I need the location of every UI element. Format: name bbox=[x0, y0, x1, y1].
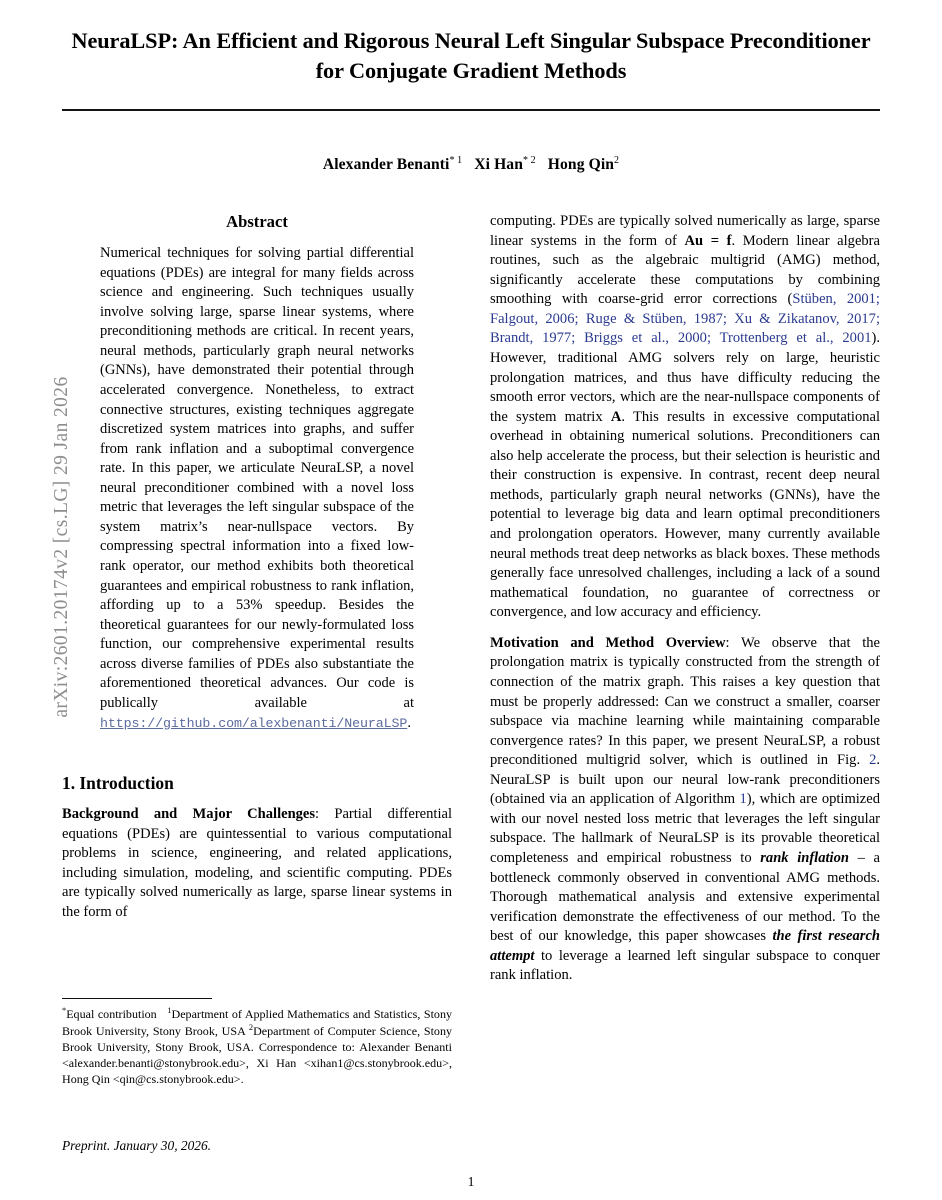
footnote-mark-star: * bbox=[62, 1006, 67, 1015]
two-column-body bbox=[62, 212, 880, 1142]
author-entry bbox=[474, 156, 536, 173]
section-heading-introduction: 1. Introduction bbox=[62, 773, 174, 794]
emphasis-first-research-attempt: the first research attempt bbox=[490, 928, 880, 964]
paragraph-lead-label: Motivation and Method Overview bbox=[490, 634, 726, 651]
abstract-text-tail: . bbox=[407, 714, 411, 731]
author-entry bbox=[323, 156, 462, 173]
paragraph-text: to leverage a learned left singular subspace to conquer rank inflation. bbox=[490, 947, 880, 984]
footnote-space bbox=[157, 1007, 168, 1021]
intro-paragraph-motivation bbox=[490, 634, 880, 986]
inline-symbol-matrix-a: A bbox=[610, 408, 622, 425]
paragraph-text: ), which are optimized with our novel nested loss metric that leverages the left singular subspace. The hallmark of NeuraLSP is its provable theoretical completeness and empirical robustness to bbox=[490, 791, 880, 866]
paper-page bbox=[62, 0, 880, 1200]
title-block bbox=[62, 0, 880, 111]
figure-reference-link[interactable]: 2 bbox=[869, 752, 877, 769]
citation-group[interactable]: Stüben, 2001; Falgout, 2006; Ruge & Stüben, 1987; Xu & Zikatanov, 2017; Brandt, 1977; Briggs et al., 2000; Trottenberg et al., 2001 bbox=[490, 291, 880, 347]
lead-separator: : bbox=[725, 634, 742, 651]
arxiv-identifier-stamp: arXiv:2601.20174v2 [cs.LG] 29 Jan 2026 bbox=[51, 376, 72, 718]
footnote-block bbox=[62, 998, 452, 1087]
paragraph-text: ). However, traditional AMG solvers rely on large, heuristic prolongation matrices, and thus have difficulty reducing the smooth error vectors, which are the near-nullspace components of the system matrix bbox=[490, 330, 880, 425]
author-affiliation-marks: * 1 bbox=[449, 155, 463, 167]
intro-paragraph-background-continued bbox=[490, 212, 880, 623]
author-entry bbox=[548, 156, 619, 173]
emphasis-rank-inflation: rank inflation bbox=[760, 850, 849, 866]
inline-equation-au-equals-f: Au = f bbox=[684, 232, 732, 249]
paragraph-text: . NeuraLSP is built upon our neural low-rank preconditioners (obtained via an application of Algorithm bbox=[490, 752, 880, 808]
author-name: Hong Qin bbox=[547, 156, 615, 174]
title-divider bbox=[62, 109, 880, 111]
author-name: Xi Han bbox=[474, 156, 523, 174]
footnote-affiliation-2: Department of Computer Science, Stony Brook University, Stony Brook, USA. Correspondence to: Alexander Benanti <alexander.benanti@stonybrook.edu>, Xi Han <xihan1@cs.stonybrook.edu>, Hong Qin <qin@cs.stonybrook.edu>. bbox=[62, 1024, 452, 1087]
paragraph-text: . Modern linear algebra routines, such as the algebraic multigrid (AMG) method, significantly accelerate these computations by combining smoothing with coarse-grid error corrections ( bbox=[490, 232, 880, 308]
author-affiliation-marks: * 2 bbox=[522, 155, 536, 167]
algorithm-reference-link[interactable]: 1 bbox=[739, 791, 747, 808]
page-title: NeuraLSP: An Efficient and Rigorous Neural Left Singular Subspace Preconditioner for Conjugate Gradient Methods bbox=[71, 28, 871, 83]
code-repository-link[interactable]: https://github.com/alexbenanti/NeuraLSP bbox=[100, 715, 408, 731]
paragraph-text: . This results in excessive computational overhead in obtaining numerical solutions. Preconditioners can also help accelerate the process, but their selection is heuristic and their construction is expensive. In contrast, recent deep neural methods, particularly graph neural networks (GNNs), have the potential to leverage big data and learn optimal preconditioners and prolongation operators. However, many currently available neural methods treat deep networks as black boxes. These methods generally face unresolved challenges, including a lack of a sound mathematical foundation, no guarantee of correctness or convergence, and low accuracy and efficiency. bbox=[490, 408, 880, 621]
footnote-text bbox=[62, 1005, 452, 1087]
author-name: Alexander Benanti bbox=[322, 156, 450, 174]
paragraph-text: We observe that the prolongation matrix is typically constructed from the strength of connection of the matrix graph. This raises a key question that must be properly addressed: Can we construct a smaller, coarser subspace via machine learning while maintaining comparable convergence rates? In this paper, we present NeuraLSP, a robust preconditioned multigrid solver, which is outlined in Fig. bbox=[490, 634, 880, 769]
author-list bbox=[62, 155, 880, 174]
page-number: 1 bbox=[467, 1174, 475, 1189]
abstract-body bbox=[100, 244, 414, 733]
footnote-mark-2: 2 bbox=[248, 1023, 254, 1033]
intro-paragraph-background bbox=[62, 805, 452, 922]
footnote-mark-1: 1 bbox=[167, 1006, 172, 1015]
lead-separator: : bbox=[315, 806, 335, 823]
footnote-affiliation-1: Department of Applied Mathematics and Statistics, Stony Brook University, Stony Brook, USA bbox=[62, 1007, 453, 1039]
paragraph-text-continued: computing. PDEs are typically solved numerically as large, sparse linear systems in the form of bbox=[490, 213, 880, 249]
footnote-divider bbox=[62, 998, 212, 999]
paragraph-lead-label: Background and Major Challenges bbox=[62, 806, 316, 823]
footnote-equal-contribution: Equal contribution bbox=[66, 1007, 157, 1022]
abstract-heading: Abstract bbox=[226, 212, 288, 231]
preprint-notice: Preprint. January 30, 2026. bbox=[62, 1138, 212, 1153]
abstract-text: Numerical techniques for solving partial differential equations (PDEs) are integral for many fields across science and engineering. Such techniques usually involve solving large, sparse linear systems, where preconditioning methods are critical. In recent years, neural methods, particularly graph neural networks (GNNs), have demonstrated their potential through accelerated convergence. Nonetheless, to extract connective structures, existing techniques aggregate discretized system matrices into graphs, and suffer from rank inflation and a suboptimal convergence rate. In this paper, we articulate NeuraLSP, a novel neural preconditioner combined with a novel loss metric that leverages the left singular subspace of the system matrix’s near-nullspace vectors. By compressing spectral information into a fixed low-rank operator, our method exhibits both theoretical guarantees and empirical robustness to rank inflation, affording up to a 53% speedup. Besides the theoretical guarantees for our newly-formulated loss function, our comprehensive experimental results across diverse families of PDEs also substantiate the aforementioned theoretical advances. Our code is publically available at bbox=[100, 245, 414, 711]
paragraph-text: – a bottleneck commonly observed in conventional AMG methods. Thorough mathematical analysis and extensive experimental verification demonstrate the effectiveness of our method. To the best of our knowledge, this paper showcases bbox=[490, 850, 880, 945]
right-column bbox=[490, 212, 880, 986]
left-column bbox=[62, 212, 452, 922]
paragraph-text: Partial differential equations (PDEs) are quintessential to various computational problems in science, engineering, and related applications, including simulation, modeling, and scientific computing. PDEs are typically solved numerically as large, sparse linear systems in the form of bbox=[62, 806, 452, 920]
author-affiliation-marks: 2 bbox=[614, 155, 620, 167]
